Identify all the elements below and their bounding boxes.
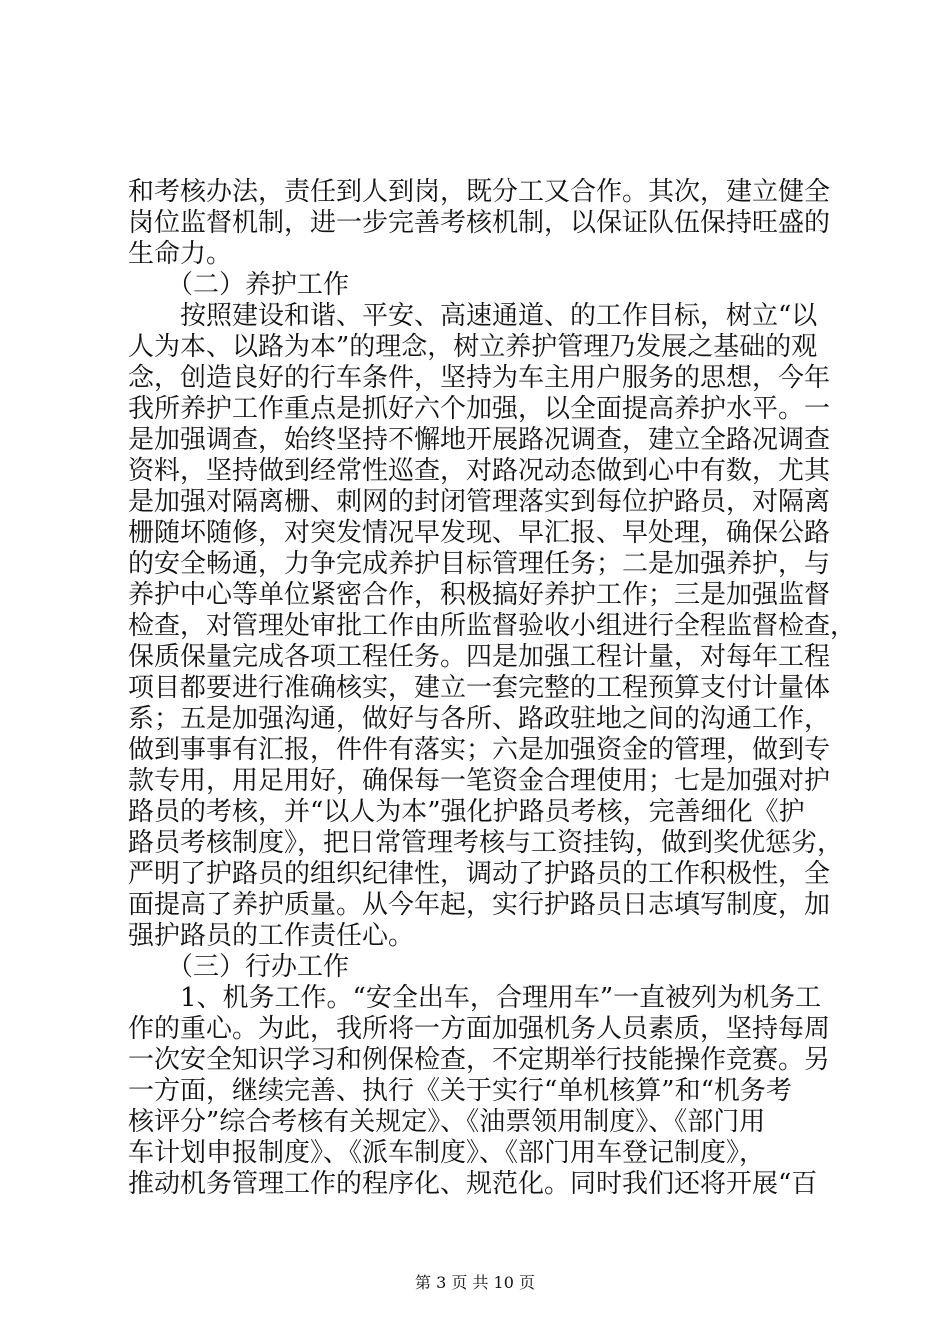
text-line: 作的重心。为此，我所将一方面加强机务人员素质，坚持每周: [128, 1014, 831, 1044]
text-line: 的安全畅通，力争完成养护目标管理任务；二是加强养护，与: [128, 549, 831, 579]
text-line: 保质保量完成各项工程任务。四是加强工程计量，对每年工程: [128, 642, 831, 672]
text-line: 一次安全知识学习和例保检查，不定期举行技能操作竞赛。另: [128, 1045, 831, 1075]
text-line: 项目都要进行准确核实，建立一套完整的工程预算支付计量体: [128, 673, 831, 703]
text-line: 做到事事有汇报，件件有落实；六是加强资金的管理，做到专: [128, 735, 831, 765]
text-line: 人为本、以路为本”的理念，树立养护管理乃发展之基础的观: [128, 332, 818, 362]
text-line: 严明了护路员的组织纪律性，调动了护路员的工作积极性，全: [128, 859, 831, 889]
text-line: 生命力。: [128, 239, 233, 269]
text-line: 是加强调查，始终坚持不懈地开展路况调查，建立全路况调查: [128, 425, 831, 455]
text-line: 路员的考核，并“以人为本”强化护路员考核，完善细化《护: [128, 797, 805, 827]
text-line: 1、机务工作。“安全出车，合理用车”一直被列为机务工: [128, 983, 822, 1013]
text-line: 养护中心等单位紧密合作，积极搞好养护工作；三是加强监督: [128, 580, 831, 610]
text-line: 强护路员的工作责任心。: [128, 921, 415, 951]
text-line: 车计划申报制度》、《派车制度》、《部门用车登记制度》，: [128, 1138, 766, 1168]
text-line: 岗位监督机制，进一步完善考核机制，以保证队伍保持旺盛的: [128, 208, 831, 238]
page-footer: 第 3 页 共 10 页: [415, 1273, 535, 1292]
section-heading: （二）养护工作: [128, 270, 350, 300]
text-line: 推动机务管理工作的程序化、规范化。同时我们还将开展“百: [128, 1169, 818, 1199]
text-line: 和考核办法，责任到人到岗，既分工又合作。其次，建立健全: [128, 177, 831, 207]
text-line: 我所养护工作重点是抓好六个加强，以全面提高养护水平。一: [128, 394, 831, 424]
text-line: 系；五是加强沟通，做好与各所、路政驻地之间的沟通工作，: [128, 704, 831, 734]
text-line: 资料，坚持做到经常性巡查，对路况动态做到心中有数，尤其: [128, 456, 831, 486]
text-line: 面提高了养护质量。从今年起，实行护路员日志填写制度，加: [128, 890, 831, 920]
text-line: 栅随坏随修，对突发情况早发现、早汇报、早处理，确保公路: [128, 518, 831, 548]
section-heading: （三）行办工作: [128, 952, 350, 982]
text-line: 路员考核制度》，把日常管理考核与工资挂钩，做到奖优惩劣，: [128, 828, 844, 858]
body-text: [128, 177, 857, 1200]
text-line: 款专用，用足用好，确保每一笔资金合理使用；七是加强对护: [128, 766, 831, 796]
text-line: 检查，对管理处审批工作由所监督验收小组进行全程监督检查，: [128, 611, 857, 641]
text-line: 是加强对隔离栅、刺网的封闭管理落实到每位护路员，对隔离: [128, 487, 831, 517]
text-line: 按照建设和谐、平安、高速通道、的工作目标，树立“以: [128, 301, 818, 331]
text-line: 念，创造良好的行车条件，坚持为车主用户服务的思想，今年: [128, 363, 831, 393]
text-line: 核评分”综合考核有关规定》、《油票领用制度》、《部门用: [128, 1107, 766, 1137]
text-line: 一方面，继续完善、执行《关于实行“单机核算”和“机务考: [128, 1076, 792, 1106]
